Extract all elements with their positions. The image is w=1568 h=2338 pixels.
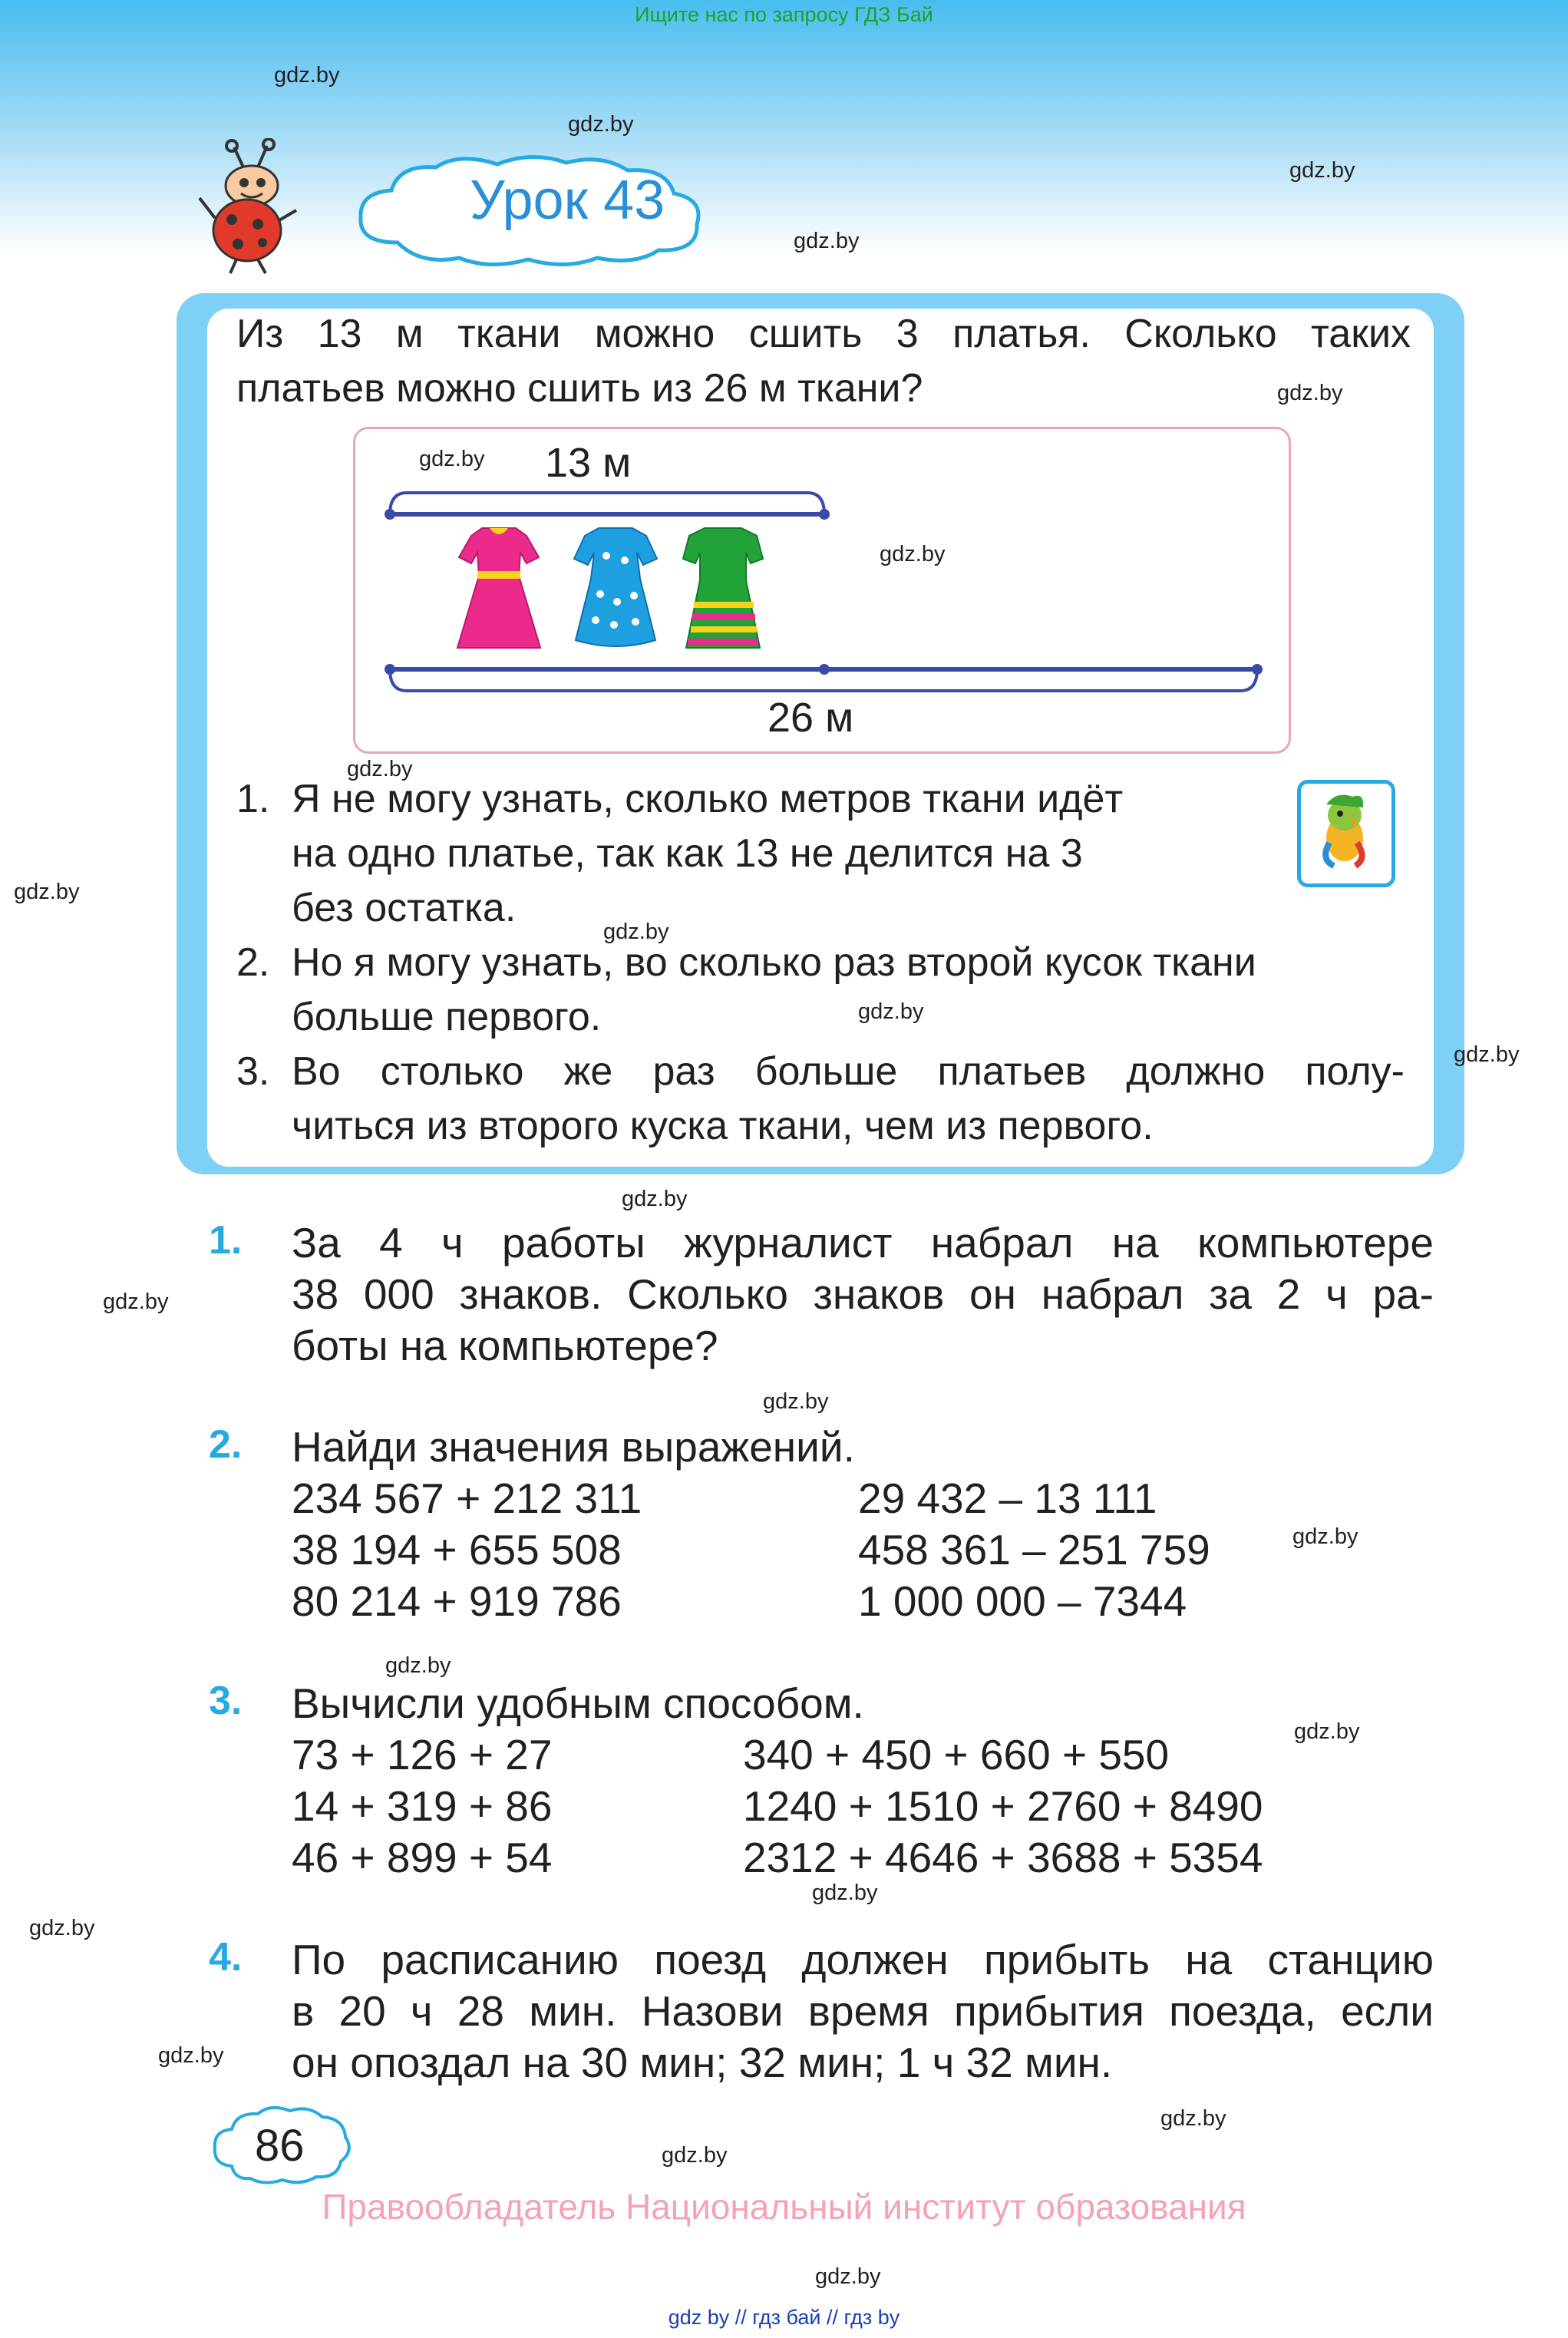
step-2-number: 2. <box>236 940 270 985</box>
watermark: gdz.by <box>858 999 924 1024</box>
task-4-line1: По расписанию поезд должен прибыть на станцию <box>292 1936 1434 1983</box>
task-2-title: Найди значения выражений. <box>292 1423 855 1471</box>
watermark: gdz.by <box>158 2043 224 2068</box>
task-1-line2: 38 000 знаков. Сколько знаков он набрал за 2 ч ра- <box>292 1270 1434 1318</box>
task-2-expr-right-3: 1 000 000 – 7344 <box>858 1577 1187 1625</box>
task-3-number: 3. <box>209 1679 243 1723</box>
lesson-title: Урок 43 <box>470 170 665 231</box>
watermark: gdz.by <box>1277 381 1343 405</box>
watermark: gdz.by <box>1294 1719 1360 1744</box>
watermark: gdz.by <box>815 2264 881 2289</box>
task-2-expr-left-1: 234 567 + 212 311 <box>292 1474 642 1522</box>
step-1-number: 1. <box>236 777 270 821</box>
watermark: gdz.by <box>103 1290 169 1314</box>
task-2-expr-right-1: 29 432 – 13 111 <box>858 1474 1157 1522</box>
task-2-number: 2. <box>209 1422 243 1467</box>
watermark: gdz.by <box>1292 1524 1358 1549</box>
task-3-expr-right-1: 340 + 450 + 660 + 550 <box>743 1731 1170 1778</box>
step-3-line1: Во столько же раз больше платьев должно полу- <box>292 1049 1405 1094</box>
watermark: gdz.by <box>1160 2106 1226 2131</box>
watermark: gdz.by <box>347 757 413 781</box>
label-long-length: 26 м <box>767 695 854 741</box>
watermark: gdz.by <box>568 112 634 137</box>
bottom-links: gdz by // гдз бай // гдз by <box>668 2306 900 2329</box>
step-3-number: 3. <box>236 1049 270 1094</box>
watermark: gdz.by <box>14 880 80 904</box>
step-1-line2: на одно платье, так как 13 не делится на 3 <box>292 831 1083 876</box>
task-4-line3: он опоздал на 30 мин; 32 мин; 1 ч 32 мин. <box>292 2039 1113 2086</box>
problem-text-line1: Из 13 м ткани можно сшить 3 платья. Сколько таких <box>236 312 1411 356</box>
watermark: gdz.by <box>603 920 669 944</box>
watermark: gdz.by <box>662 2143 728 2168</box>
watermark: gdz.by <box>29 1916 95 1940</box>
step-2-line2: больше первого. <box>292 995 602 1039</box>
watermark: gdz.by <box>1289 158 1355 183</box>
step-1-line3: без остатка. <box>292 886 517 930</box>
task-3-expr-left-2: 14 + 319 + 86 <box>292 1782 553 1830</box>
copyright-line: Правообладатель Национальный институт образования <box>322 2187 1246 2227</box>
watermark: gdz.by <box>763 1389 829 1414</box>
task-2-expr-left-3: 80 214 + 919 786 <box>292 1577 622 1625</box>
task-4-number: 4. <box>209 1935 243 1980</box>
task-3-expr-left-1: 73 + 126 + 27 <box>292 1731 553 1778</box>
top-banner: Ищите нас по запросу ГДЗ Бай <box>635 3 933 26</box>
watermark: gdz.by <box>419 447 485 471</box>
watermark: gdz.by <box>274 63 340 88</box>
pink-dress-icon <box>453 525 545 652</box>
problem-text-line2: платьев можно сшить из 26 м ткани? <box>236 366 923 411</box>
task-1-line1: За 4 ч работы журналист набрал на компьютере <box>292 1219 1434 1266</box>
task-3-title: Вычисли удобным способом. <box>292 1679 864 1727</box>
watermark: gdz.by <box>812 1881 878 1905</box>
label-short-length: 13 м <box>545 440 632 486</box>
task-4-line2: в 20 ч 28 мин. Назови время прибытия поезда, если <box>292 1987 1434 2035</box>
green-striped-dress-icon <box>677 525 769 652</box>
step-1-line1: Я не могу узнать, сколько метров ткани идёт <box>292 777 1124 821</box>
task-3-expr-right-3: 2312 + 4646 + 3688 + 5354 <box>743 1834 1263 1881</box>
task-2-expr-right-2: 458 361 – 251 759 <box>858 1526 1210 1574</box>
watermark: gdz.by <box>622 1187 688 1211</box>
task-3-expr-right-2: 1240 + 1510 + 2760 + 8490 <box>743 1782 1263 1830</box>
task-2-expr-left-2: 38 194 + 655 508 <box>292 1526 622 1574</box>
ladybug-icon <box>192 138 307 276</box>
watermark: gdz.by <box>880 542 946 566</box>
step-3-line2: читься из второго куска ткани, чем из первого. <box>292 1104 1154 1148</box>
blue-dress-icon <box>569 525 662 652</box>
page-number: 86 <box>255 2121 305 2171</box>
watermark: gdz.by <box>794 229 860 253</box>
task-1-line3: боты на компьютере? <box>292 1322 718 1369</box>
watermark: gdz.by <box>385 1653 451 1678</box>
step-2-line1: Но я могу узнать, во сколько раз второй кусок ткани <box>292 940 1256 985</box>
task-1-number: 1. <box>209 1218 243 1263</box>
parrot-icon <box>1306 789 1380 872</box>
task-3-expr-left-3: 46 + 899 + 54 <box>292 1834 553 1881</box>
watermark: gdz.by <box>1454 1042 1520 1067</box>
